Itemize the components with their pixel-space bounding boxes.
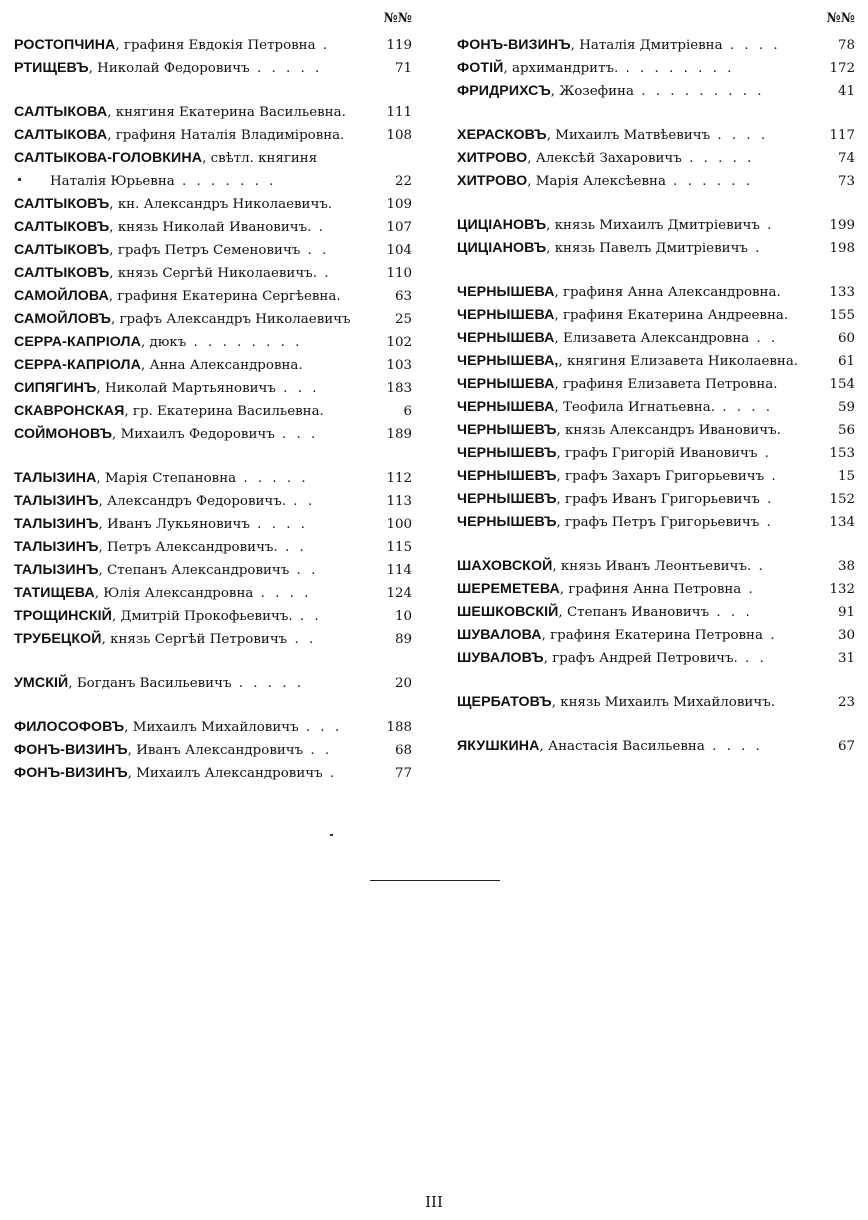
index-entry: ШАХОВСКОЙ, князь Иванъ Леонтьевичъ. . 38: [457, 555, 855, 578]
leader-dots: . . . .: [249, 517, 308, 532]
index-entry: САМОЙЛОВЪ, графъ Александръ Николаевичъ 25: [14, 308, 412, 331]
entry-surname: САМОЙЛОВЪ: [14, 311, 111, 327]
entry-surname: СОЙМОНОВЪ: [14, 426, 113, 442]
index-entry: ТРУБЕЦКОЙ, князь Сергѣй Петровичъ . . 89: [14, 628, 412, 651]
index-entry: САЛТЫКОВА-ГОЛОВКИНА, свѣтл. княгиня Наталія Юрьевна . . . . . . . 22: [14, 147, 412, 193]
group-gap: [457, 534, 855, 555]
index-entry: ХИТРОВО, Марія Алексѣевна . . . . . . 73: [457, 170, 855, 193]
entry-page-number: 115: [382, 536, 412, 559]
leader-dots: . . . .: [710, 128, 769, 143]
entry-page-number: 71: [391, 57, 412, 80]
index-entry: ТАТИЩЕВА, Юлія Александровна . . . . 124: [14, 582, 412, 605]
entry-page-number: 61: [834, 350, 855, 373]
entry-surname: ЦИЦІАНОВЪ: [457, 240, 547, 256]
entry-page-number: 63: [391, 285, 412, 308]
entry-page-number: 109: [382, 193, 412, 216]
entry-given-name: Жозефина: [559, 84, 634, 99]
index-entry: ЧЕРНЫШЕВЪ, графъ Иванъ Григорьевичъ . 152: [457, 488, 855, 511]
entry-surname: ШУВАЛОВА: [457, 627, 542, 643]
index-entry: ЧЕРНЫШЕВЪ, графъ Григорій Ивановичъ . 153: [457, 442, 855, 465]
entry-surname: ТАЛЫЗИНЪ: [14, 562, 99, 578]
index-entry: САЛТЫКОВА, княгиня Екатерина Васильевна. 111: [14, 101, 412, 124]
index-entry: ФОНЪ-ВИЗИНЪ, Михаилъ Александровичъ . 77: [14, 762, 412, 785]
entry-page-number: 155: [825, 304, 855, 327]
leader-dots: . . . . . .: [665, 174, 753, 189]
entry-surname: ФРИДРИХСЪ: [457, 83, 551, 99]
index-entry: ФОТІЙ, архимандритъ. . . . . . . . . 172: [457, 57, 855, 80]
entry-surname: САЛТЫКОВЪ: [14, 196, 110, 212]
entry-page-number: 117: [825, 124, 855, 147]
leader-dots: . . . . .: [231, 676, 305, 691]
entry-given-name: графиня Анна Петровна: [568, 582, 742, 597]
index-entry: ЦИЦІАНОВЪ, князь Михаилъ Дмитріевичъ . 199: [457, 214, 855, 237]
entry-surname: САЛТЫКОВА: [14, 127, 108, 143]
entry-surname: СЕРРА-КАПРІОЛА: [14, 334, 141, 350]
entry-given-name: княгиня Елизавета Николаевна.: [567, 354, 799, 369]
entry-page-number: 189: [382, 423, 412, 446]
entry-page-number: 124: [382, 582, 412, 605]
entry-page-number: 110: [382, 262, 412, 285]
group-gap: [14, 80, 412, 101]
index-entry: ФОНЪ-ВИЗИНЪ, Иванъ Александровичъ . . 68: [14, 739, 412, 762]
index-entry: ЧЕРНЫШЕВА, графиня Анна Александровна. 133: [457, 281, 855, 304]
leader-dots: . . .: [275, 381, 320, 396]
page-number: III: [425, 1193, 443, 1211]
leader-dots: . .: [277, 540, 307, 555]
group-gap: [14, 695, 412, 716]
entry-surname: СЕРРА-КАПРІОЛА: [14, 357, 141, 373]
entry-given-name: графиня Екатерина Сергѣевна.: [117, 289, 341, 304]
entry-page-number: 20: [391, 672, 412, 695]
index-entry: ЧЕРНЫШЕВЪ, графъ Захаръ Григорьевичъ . 15: [457, 465, 855, 488]
leader-dots: . .: [300, 243, 330, 258]
entry-surname: ЯКУШКИНА: [457, 738, 540, 754]
index-entry: ЧЕРНЫШЕВЪ, графъ Петръ Григорьевичъ . 134: [457, 511, 855, 534]
leader-dots: .: [751, 559, 766, 574]
leader-dots: .: [747, 241, 763, 256]
index-entry: СИПЯГИНЪ, Николай Мартьяновичъ . . . 183: [14, 377, 412, 400]
entry-page-number: 112: [382, 467, 412, 490]
entry-page-number: 68: [391, 739, 412, 762]
entry-given-name: Марія Степановна: [104, 471, 237, 486]
leader-dots: .: [757, 446, 772, 461]
entry-given-name: свѣтл. княгиня: [210, 151, 318, 166]
entry-page-number: 15: [834, 465, 855, 488]
leader-dots: . .: [286, 494, 316, 509]
entry-surname: ТАТИЩЕВА: [14, 585, 95, 601]
entry-given-name: князь Павелъ Дмитріевичъ: [554, 241, 748, 256]
entry-page-number: 111: [382, 101, 412, 124]
entry-page-number: 102: [382, 331, 412, 354]
entry-given-name: гр. Екатерина Васильевна.: [132, 404, 324, 419]
entry-given-name: Наталія Дмитріевна: [579, 38, 723, 53]
entry-given-name: князь Михаилъ Михайловичъ.: [560, 695, 775, 710]
index-entry: ЩЕРБАТОВЪ, князь Михаилъ Михайловичъ. 23: [457, 691, 855, 714]
index-entry: СЕРРА-КАПРІОЛА, дюкъ . . . . . . . . 102: [14, 331, 412, 354]
entry-page-number: 10: [391, 605, 412, 628]
entry-given-name: князь Иванъ Леонтьевичъ.: [560, 559, 752, 574]
index-entry: ЧЕРНЫШЕВЪ, князь Александръ Ивановичъ. 56: [457, 419, 855, 442]
entry-given-name: Николай Федоровичъ: [97, 61, 250, 76]
index-entry: ЧЕРНЫШЕВА, графиня Екатерина Андреевна. 155: [457, 304, 855, 327]
entry-page-number: 154: [825, 373, 855, 396]
leader-dots: . .: [287, 632, 317, 647]
entry-surname: ЧЕРНЫШЕВА: [457, 399, 555, 415]
index-entry: ЧЕРНЫШЕВА, Елизавета Александровна . . 60: [457, 327, 855, 350]
leader-dots: . . . .: [253, 586, 312, 601]
entry-given-name: графиня Анна Александровна.: [562, 285, 781, 300]
entry-surname: ТАЛЫЗИНЪ: [14, 516, 99, 532]
entry-surname: ШАХОВСКОЙ: [457, 558, 553, 574]
entry-surname: РОСТОПЧИНА: [14, 37, 116, 53]
group-gap: [457, 193, 855, 214]
entry-page-number: 38: [834, 555, 855, 578]
entry-page-number: 134: [825, 511, 855, 534]
index-entry: САЛТЫКОВЪ, кн. Александръ Николаевичъ. 109: [14, 193, 412, 216]
entry-given-name: графъ Андрей Петровичъ.: [552, 651, 738, 666]
leader-dots: . . . .: [722, 38, 781, 53]
leader-dots: . . . .: [714, 400, 774, 415]
entry-given-name: графиня Екатерина Андреевна.: [562, 308, 789, 323]
entry-page-number: 77: [391, 762, 412, 785]
entry-surname: ТАЛЫЗИНЪ: [14, 493, 99, 509]
entry-given-name: графъ Александръ Николаевичъ: [119, 312, 351, 327]
column-number-header: №№: [826, 11, 855, 26]
print-speck: [330, 834, 333, 836]
entry-given-name: кн. Александръ Николаевичъ.: [117, 197, 333, 212]
entry-page-number: 31: [834, 647, 855, 670]
entry-given-name: Марія Алексѣевна: [535, 174, 666, 189]
entry-given-name: Петръ Александровичъ.: [107, 540, 278, 555]
entry-surname: ЧЕРНЫШЕВЪ: [457, 445, 557, 461]
entry-page-number: 107: [382, 216, 412, 239]
entry-surname: ЧЕРНЫШЕВЪ: [457, 468, 557, 484]
leader-dots: . . . . .: [681, 151, 755, 166]
entry-surname: ХИТРОВО: [457, 150, 528, 166]
index-entry: ШУВАЛОВА, графиня Екатерина Петровна . 30: [457, 624, 855, 647]
entry-page-number: 22: [391, 170, 412, 193]
entry-given-name: графъ Захаръ Григорьевичъ: [565, 469, 765, 484]
leader-dots: . . . . .: [236, 471, 309, 486]
index-entry: САЛТЫКОВЪ, князь Сергѣй Николаевичъ. . 110: [14, 262, 412, 285]
entry-page-number: 188: [382, 716, 412, 739]
entry-given-name: Анна Александровна.: [149, 358, 303, 373]
leader-dots: . . .: [709, 605, 753, 620]
entry-surname: ЧЕРНЫШЕВА: [457, 376, 555, 392]
entry-page-number: 100: [382, 513, 412, 536]
leader-dots: . .: [289, 563, 319, 578]
entry-given-name: князь Александръ Ивановичъ.: [565, 423, 781, 438]
index-entry: САМОЙЛОВА, графиня Екатерина Сергѣевна. 63: [14, 285, 412, 308]
entry-page-number: 73: [834, 170, 855, 193]
index-entry: УМСКІЙ, Богданъ Васильевичъ . . . . . 20: [14, 672, 412, 695]
leader-dots: . .: [292, 609, 322, 624]
leader-dots: .: [741, 582, 756, 597]
entry-surname: ШУВАЛОВЪ: [457, 650, 544, 666]
entry-page-number: 103: [382, 354, 412, 377]
index-entry: СЕРРА-КАПРІОЛА, Анна Александровна. 103: [14, 354, 412, 377]
entry-page-number: 67: [834, 735, 855, 758]
end-rule: [370, 880, 500, 881]
entry-page-number: 119: [382, 34, 412, 57]
leader-dots: . .: [737, 651, 767, 666]
index-entry: САЛТЫКОВА, графиня Наталія Владиміровна. 108: [14, 124, 412, 147]
group-gap: [457, 103, 855, 124]
entry-surname: ЧЕРНЫШЕВА: [457, 307, 555, 323]
entry-surname: САЛТЫКОВЪ: [14, 265, 110, 281]
entry-page-number: 198: [825, 237, 855, 260]
index-entry: ШЕРЕМЕТЕВА, графиня Анна Петровна . 132: [457, 578, 855, 601]
group-gap: [457, 260, 855, 281]
entry-surname: ЧЕРНЫШЕВА: [457, 330, 555, 346]
leader-dots: .: [322, 766, 338, 781]
entry-surname: ЩЕРБАТОВЪ: [457, 694, 552, 710]
index-entry: ЯКУШКИНА, Анастасія Васильевна . . . . 67: [457, 735, 855, 758]
index-entry: СКАВРОНСКАЯ, гр. Екатерина Васильевна. 6: [14, 400, 412, 423]
index-entry: ЧЕРНЫШЕВА,, княгиня Елизавета Николаевна. 61: [457, 350, 855, 373]
entry-surname: ШЕШКОВСКІЙ: [457, 604, 559, 620]
leader-dots: . .: [749, 331, 779, 346]
entry-page-number: 133: [825, 281, 855, 304]
entry-given-name: княгиня Екатерина Васильевна.: [115, 105, 346, 120]
leader-dots: .: [759, 218, 775, 233]
index-entry: ШУВАЛОВЪ, графъ Андрей Петровичъ. . . 31: [457, 647, 855, 670]
entry-surname: ШЕРЕМЕТЕВА: [457, 581, 560, 597]
entry-page-number: 108: [382, 124, 412, 147]
entry-surname: РТИЩЕВЪ: [14, 60, 89, 76]
entry-given-name: графъ Иванъ Григорьевичъ: [565, 492, 760, 507]
print-speck: [18, 178, 21, 181]
group-gap: [14, 651, 412, 672]
entry-page-number: 30: [834, 624, 855, 647]
index-entry: СОЙМОНОВЪ, Михаилъ Федоровичъ . . . 189: [14, 423, 412, 446]
entry-page-number: 172: [825, 57, 855, 80]
index-entry: ТАЛЫЗИНЪ, Петръ Александровичъ. . . 115: [14, 536, 412, 559]
index-entry: ХИТРОВО, Алексѣй Захаровичъ . . . . . 74: [457, 147, 855, 170]
entry-given-name: Михаилъ Михайловичъ: [132, 720, 299, 735]
entry-surname: ТАЛЫЗИНА: [14, 470, 97, 486]
leader-dots: . . . .: [704, 739, 763, 754]
leader-dots: . . . . . . . .: [186, 335, 303, 350]
entry-page-number: 113: [382, 490, 412, 513]
entry-given-name: Михаилъ Федоровичъ: [120, 427, 275, 442]
leader-dots: .: [764, 469, 779, 484]
entry-given-name: Степанъ Александровичъ: [107, 563, 290, 578]
entry-surname: ЧЕРНЫШЕВЪ: [457, 491, 557, 507]
group-gap: [14, 446, 412, 467]
entry-surname: ТРОЩИНСКІЙ: [14, 608, 112, 624]
entry-page-number: 132: [825, 578, 855, 601]
entry-given-name: графъ Григорій Ивановичъ: [565, 446, 758, 461]
index-column-right: [457, 10, 855, 758]
entry-given-name: Теофила Игнатьевна.: [562, 400, 715, 415]
entry-surname: САМОЙЛОВА: [14, 288, 109, 304]
index-entry: ТАЛЫЗИНЪ, Иванъ Лукьяновичъ . . . . 100: [14, 513, 412, 536]
leader-dots: .: [311, 220, 326, 235]
index-entry: ТАЛЫЗИНЪ, Александръ Федоровичъ. . . 113: [14, 490, 412, 513]
index-entry: РТИЩЕВЪ, Николай Федоровичъ . . . . . 71: [14, 57, 412, 80]
entry-given-name: Михаилъ Александровичъ: [136, 766, 323, 781]
leader-dots: .: [315, 38, 331, 53]
leader-dots: . . . . .: [249, 61, 323, 76]
entry-given-name: князь Михаилъ Дмитріевичъ: [554, 218, 760, 233]
index-entry: ШЕШКОВСКІЙ, Степанъ Ивановичъ . . . 91: [457, 601, 855, 624]
entry-page-number: 56: [834, 419, 855, 442]
index-entry: РОСТОПЧИНА, графиня Евдокія Петровна . 119: [14, 34, 412, 57]
entry-page-number: 6: [399, 400, 412, 423]
group-gap: [457, 670, 855, 691]
index-entry: ФИЛОСОФОВЪ, Михаилъ Михайловичъ . . . 188: [14, 716, 412, 739]
entry-given-name: Дмитрій Прокофьевичъ.: [120, 609, 293, 624]
entry-given-name: Николай Мартьяновичъ: [104, 381, 276, 396]
entry-surname: ФОНЪ-ВИЗИНЪ: [457, 37, 571, 53]
entry-page-number: 152: [825, 488, 855, 511]
entry-surname: ФОНЪ-ВИЗИНЪ: [14, 742, 128, 758]
entry-page-number: 104: [382, 239, 412, 262]
entry-given-name: князь Сергѣй Николаевичъ.: [117, 266, 317, 281]
index-entry: ТРОЩИНСКІЙ, Дмитрій Прокофьевичъ. . . 10: [14, 605, 412, 628]
index-entry: САЛТЫКОВЪ, графъ Петръ Семеновичъ . . 104: [14, 239, 412, 262]
entry-surname: ЧЕРНЫШЕВЪ: [457, 514, 557, 530]
entry-surname: ЧЕРНЫШЕВА,: [457, 353, 559, 369]
entry-given-name: князь Сергѣй Петровичъ: [110, 632, 288, 647]
entry-page-number: 78: [834, 34, 855, 57]
entry-given-name: князь Николай Ивановичъ.: [117, 220, 312, 235]
leader-dots: . .: [303, 743, 333, 758]
entry-surname: ТАЛЫЗИНЪ: [14, 539, 99, 555]
index-entry: ФРИДРИХСЪ, Жозефина . . . . . . . . . 41: [457, 80, 855, 103]
entry-surname: СКАВРОНСКАЯ: [14, 403, 125, 419]
entry-surname: СИПЯГИНЪ: [14, 380, 97, 396]
index-entry: ТАЛЫЗИНЪ, Степанъ Александровичъ . . 114: [14, 559, 412, 582]
entry-given-name: графиня Екатерина Петровна: [550, 628, 763, 643]
index-entry: ХЕРАСКОВЪ, Михаилъ Матвѣевичъ . . . . 117: [457, 124, 855, 147]
entry-surname: ФОНЪ-ВИЗИНЪ: [14, 765, 128, 781]
entry-given-name: Александръ Федоровичъ.: [107, 494, 287, 509]
entry-page-number: 41: [834, 80, 855, 103]
entry-given-name: Михаилъ Матвѣевичъ: [555, 128, 711, 143]
entry-page-number: 23: [834, 691, 855, 714]
leader-dots: .: [762, 628, 778, 643]
column-number-header: №№: [383, 11, 412, 26]
entry-surname: САЛТЫКОВЪ: [14, 219, 110, 235]
index-entry: ЦИЦІАНОВЪ, князь Павелъ Дмитріевичъ . 198: [457, 237, 855, 260]
entry-surname: САЛТЫКОВА-ГОЛОВКИНА: [14, 150, 203, 166]
entry-page-number: 183: [382, 377, 412, 400]
entry-given-name: графъ Петръ Григорьевичъ: [565, 515, 760, 530]
entry-surname: САЛТЫКОВЪ: [14, 242, 110, 258]
entry-surname: ТРУБЕЦКОЙ: [14, 631, 102, 647]
entry-given-name: архимандритъ.: [511, 61, 619, 76]
entry-given-name: Иванъ Лукьяновичъ: [107, 517, 250, 532]
entry-page-number: 60: [834, 327, 855, 350]
entry-given-name: дюкъ: [149, 335, 187, 350]
entry-surname: ФИЛОСОФОВЪ: [14, 719, 125, 735]
entry-surname: САЛТЫКОВА: [14, 104, 108, 120]
entry-page-number: 199: [825, 214, 855, 237]
entry-given-name: Анастасія Васильевна: [547, 739, 705, 754]
entry-surname: ЦИЦІАНОВЪ: [457, 217, 547, 233]
index-entry: ТАЛЫЗИНА, Марія Степановна . . . . . 112: [14, 467, 412, 490]
index-column-left: [14, 10, 412, 785]
entry-page-number: 59: [834, 396, 855, 419]
entry-page-number: 89: [391, 628, 412, 651]
entry-given-name: Степанъ Ивановичъ: [566, 605, 710, 620]
entry-given-name: графиня Елизавета Петровна.: [562, 377, 778, 392]
entry-page-number: 25: [391, 308, 412, 331]
index-entry: САЛТЫКОВЪ, князь Николай Ивановичъ. . 107: [14, 216, 412, 239]
index-entry: ФОНЪ-ВИЗИНЪ, Наталія Дмитріевна . . . . 78: [457, 34, 855, 57]
leader-dots: .: [759, 515, 774, 530]
index-entry: ЧЕРНЫШЕВА, Теофила Игнатьевна. . . . . 59: [457, 396, 855, 419]
leader-dots: . . . . . . .: [174, 174, 277, 189]
leader-dots: . . .: [298, 720, 343, 735]
entry-page-number: 74: [834, 147, 855, 170]
entry-surname: ФОТІЙ: [457, 60, 504, 76]
leader-dots: . . . . . . . .: [618, 61, 735, 76]
entry-given-name: Юлія Александровна: [103, 586, 254, 601]
leader-dots: . . .: [274, 427, 319, 442]
entry-surname: ХЕРАСКОВЪ: [457, 127, 547, 143]
leader-dots: . . . . . . . . .: [633, 84, 765, 99]
group-gap: [457, 714, 855, 735]
leader-dots: .: [759, 492, 775, 507]
entry-page-number: 153: [825, 442, 855, 465]
entry-page-number: 114: [382, 559, 412, 582]
index-entry: ЧЕРНЫШЕВА, графиня Елизавета Петровна. 154: [457, 373, 855, 396]
entry-given-name: графъ Петръ Семеновичъ: [117, 243, 301, 258]
entry-given-name: Алексѣй Захаровичъ: [535, 151, 682, 166]
entry-surname: УМСКІЙ: [14, 675, 69, 691]
entry-given-name: Елизавета Александровна: [562, 331, 750, 346]
entry-given-name: графиня Наталія Владиміровна.: [115, 128, 345, 143]
entry-continuation: Наталія Юрьевна: [50, 174, 175, 189]
entry-surname: ЧЕРНЫШЕВА: [457, 284, 555, 300]
entry-given-name: графиня Евдокія Петровна: [123, 38, 316, 53]
entry-given-name: Иванъ Александровичъ: [136, 743, 304, 758]
entry-surname: ЧЕРНЫШЕВЪ: [457, 422, 557, 438]
entry-given-name: Богданъ Васильевичъ: [76, 676, 232, 691]
entry-page-number: 91: [834, 601, 855, 624]
entry-surname: ХИТРОВО: [457, 173, 528, 189]
leader-dots: .: [316, 266, 332, 281]
